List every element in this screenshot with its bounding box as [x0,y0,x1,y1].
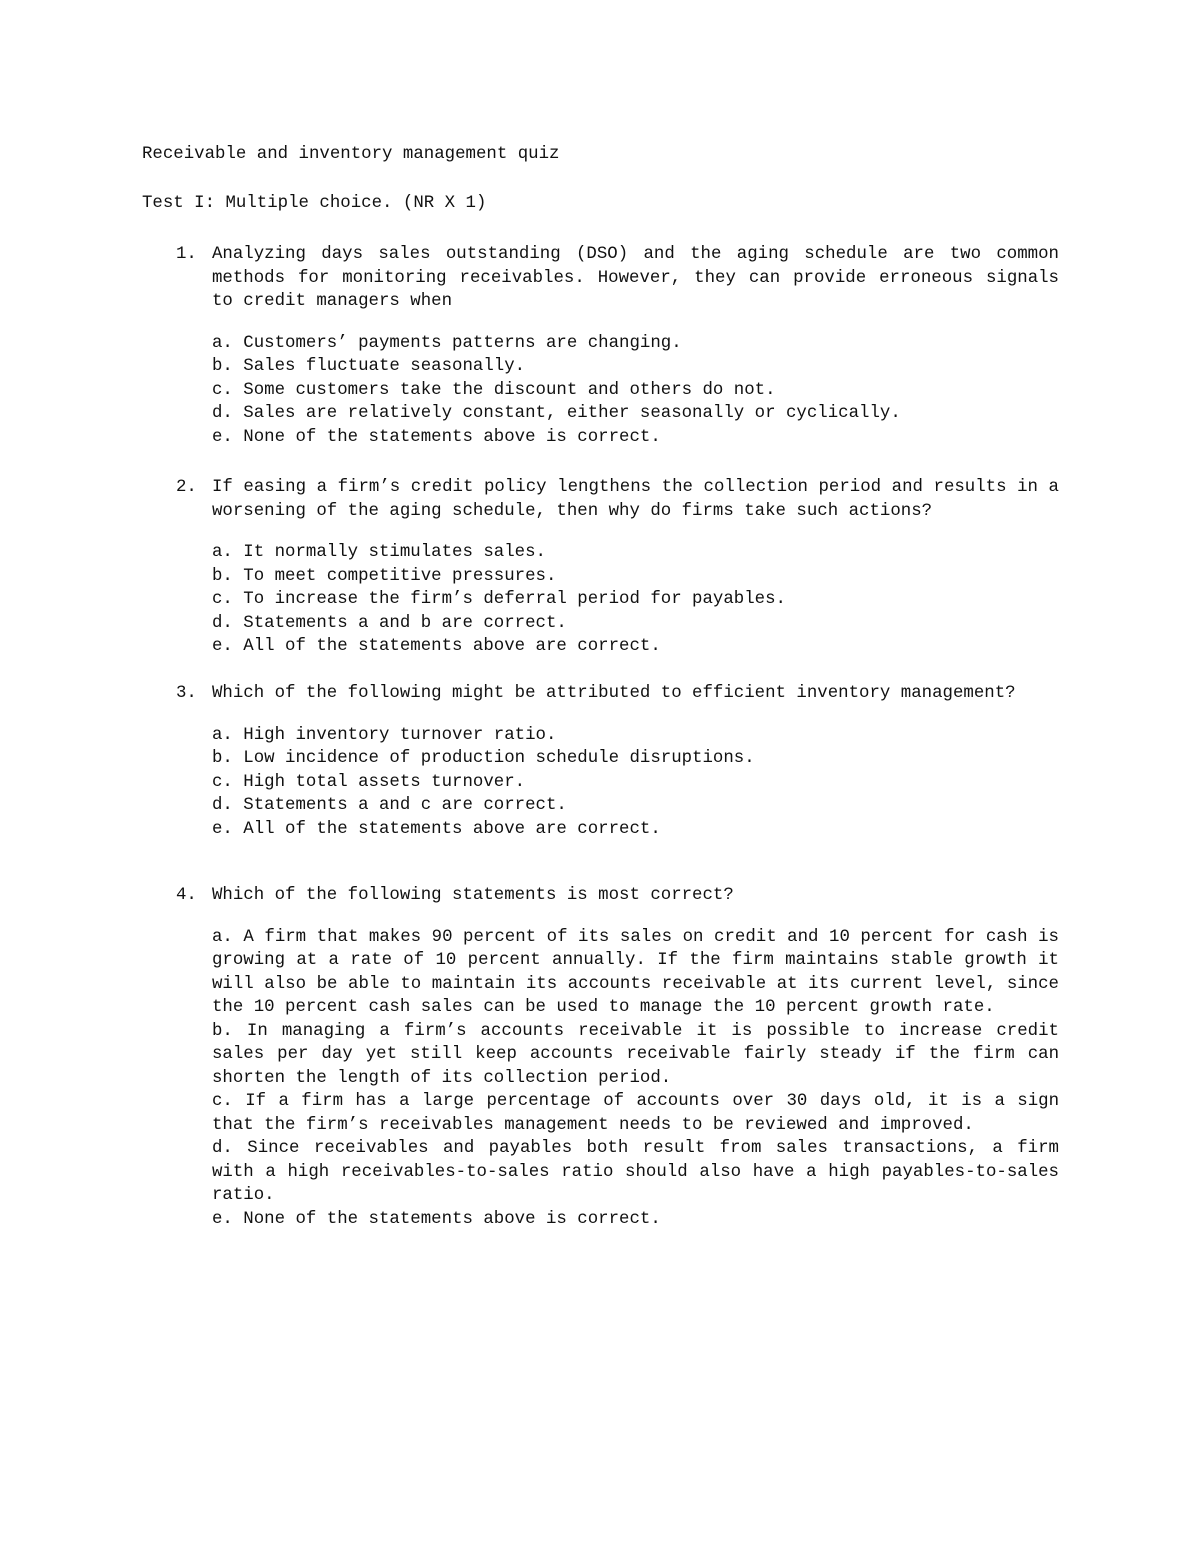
option-list [212,926,1059,1232]
question-stem [176,884,1059,908]
option-e: e. None of the statements above is correct. [212,1209,661,1229]
option-b: b. To meet competitive pressures. [212,566,557,586]
option-e: e. None of the statements above is correct. [212,427,661,447]
question-text: Analyzing days sales outstanding (DSO) and the aging schedule are two common methods for monitoring receivables. However, they can provide erroneous signals to credit managers when [212,245,1059,311]
option-list [212,332,1059,450]
question-text: Which of the following statements is most correct? [212,886,734,905]
question-1 [176,243,1059,449]
question-stem [176,476,1059,523]
option-d: d. Statements a and c are correct. [212,796,567,815]
option-a: a. It normally stimulates sales. [212,543,546,562]
option-list [212,724,1059,842]
question-number: 3. [176,684,197,703]
question-number: 4. [176,886,197,905]
option-d: d. Since receivables and payables both result from sales transactions, a firm with a high receivables-to-sales ratio should also have a high payables-to-sales ratio. [212,1139,1059,1205]
option-c: c. High total assets turnover. [212,772,526,792]
option-e: e. All of the statements above are correct. [212,637,661,656]
option-c: c. If a firm has a large percentage of accounts over 30 days old, it is a sign that the firm’s receivables management needs to be reviewed and improved. [212,1092,1059,1135]
option-c: c. Some customers take the discount and others do not. [212,380,776,400]
question-stem [176,682,1059,706]
question-number: 1. [176,245,197,264]
option-d: d. Sales are relatively constant, either seasonally or cyclically. [212,404,901,423]
document-title: Receivable and inventory management quiz [142,145,560,164]
option-d: d. Statements a and b are correct. [212,613,567,633]
question-4 [176,884,1059,1231]
option-b: b. Low incidence of production schedule disruptions. [212,749,755,768]
question-stem [176,243,1059,314]
option-a: a. A firm that makes 90 percent of its sales on credit and 10 percent for cash is growing at a rate of 10 percent annually. If the firm maintains stable growth it will also be able to maintain its accounts receivable at its current level, since the 10 percent cash sales can be used to manage the 10 percent growth rate. [212,927,1059,1017]
question-3 [176,682,1059,841]
question-text: Which of the following might be attributed to efficient inventory management? [212,684,1016,703]
option-c: c. To increase the firm’s deferral period for payables. [212,590,786,609]
option-list [212,541,1059,659]
option-b: b. Sales fluctuate seasonally. [212,357,526,376]
option-a: a. High inventory turnover ratio. [212,725,557,745]
test-heading: Test I: Multiple choice. (NR X 1) [142,194,487,213]
question-2 [176,476,1059,659]
question-number: 2. [176,478,197,497]
option-a: a. Customers’ payments patterns are changing. [212,333,682,353]
question-text: If easing a firm’s credit policy lengthens the collection period and results in a worsening of the aging schedule, then why do firms take such actions? [212,478,1059,521]
option-b: b. In managing a firm’s accounts receivable it is possible to increase credit sales per day yet still keep accounts receivable fairly steady if the firm can shorten the length of its collection period. [212,1021,1059,1088]
option-e: e. All of the statements above are correct. [212,819,661,839]
